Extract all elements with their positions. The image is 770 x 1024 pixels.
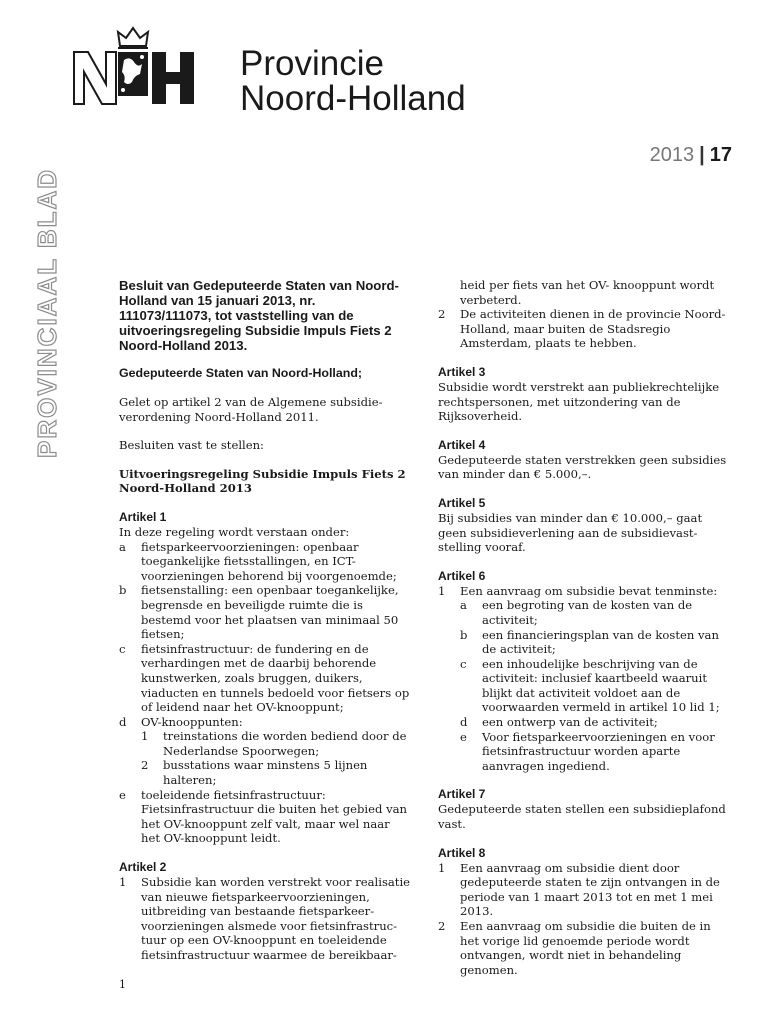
document-title: Besluit van Gedeputeerde Staten van Noord-Holland van 15 januari 2013, nr. 111073/111073, tot vaststelling van de uitvoeringsregeling Subsidie Impuls Fiets 2 Noord-Holland 2013. [119,278,399,353]
sub-list-item: b een financieringsplan van de kosten van de activiteit; [460,627,719,657]
letter-h-icon [152,52,194,104]
article-2-continued [438,278,730,351]
page-number: 1 [119,978,126,991]
article-text: Bij subsidies van minder dan € 10.000,– gaat geen subsidieverlening aan de subsidievast-stelling vooraf. [438,510,703,555]
list-item: heid per fiets van het OV- knooppunt wordt verbeterd. [460,278,715,307]
left-column [119,278,411,977]
article-heading: Artikel 3 [438,364,486,379]
list-item: c fietsinfrastructuur: de fundering en de verhardingen met de daarbij behorende kunstwerken, zoals bruggen, duikers, viaducten en tunnels bedoeld voor fietsers op of leidend naar het OV-knooppunt; [119,641,410,715]
article-8 [438,846,730,978]
article-heading: Artikel 8 [438,845,486,860]
article-heading: Artikel 1 [119,509,167,524]
list-item: e toeleidende fietsinfrastructuur: Fietsinfrastructuur die buiten het gebied van het OV-knooppunt zelf valt, maar wel naar het OV-knooppunt leidt. [119,787,407,846]
article-heading: Artikel 2 [119,860,167,875]
article-text: Subsidie wordt verstrekt aan publiekrechtelijke rechtspersonen, met uitzondering van de Rijksoverheid. [438,379,720,424]
besluiten-paragraph: Besluiten vast te stellen: [119,438,264,453]
brand-line-1: Provincie [240,44,384,83]
article-heading: Artikel 4 [438,437,486,452]
article-3 [438,365,730,424]
list-item: 2 De activiteiten dienen in de provincie Noord-Holland, maar buiten de Stadsregio Amsterdam, plaats te hebben. [438,307,726,351]
list-item: 1 Subsidie kan worden verstrekt voor realisatie van nieuwe fietsparkeervoorzieningen, uitbreiding van bestaande fietsparkeer-voorzieningen alsmede voor fietsinfrastruc-tuur op een OV-knooppunt en toeleidende fietsinfrastructuur waarmee de bereikbaar- [119,875,411,962]
article-heading: Artikel 5 [438,495,486,510]
sub-list-item: d een ontwerp van de activiteit; [460,715,658,730]
article-text: Gedeputeerde staten stellen een subsidieplafond vast. [438,802,726,832]
article-6 [438,569,730,774]
side-label: PROVINCIAAL BLAD [32,167,62,458]
gs-heading: Gedeputeerde Staten van Noord-Holland; [119,366,363,380]
crown-icon [118,28,148,48]
list-item: 2 Een aanvraag om subsidie die buiten de in het vorige lid genoemde periode wordt ontvangen, wordt niet in behandeling genomen. [438,919,711,977]
article-7 [438,787,730,831]
issue-year: 2013 [649,144,695,166]
article-1 [119,510,411,846]
issue-separator: | [699,144,705,166]
list-item: b fietsenstalling: een openbaar toegankelijke, begrensde en beveiligde ruimte die is bestemd voor het plaatsen van minimaal 50 fietsen; [119,583,399,642]
article-heading: Artikel 6 [438,568,486,583]
coat-of-arms-icon [118,52,148,96]
list-item: d OV-knooppunten: [119,714,243,729]
list-item: a fietsparkeervoorzieningen: openbaar toegankelijke fietsstallingen, en ICT-voorzieningen behorend bij voorgenoemde; [119,539,397,583]
brand-line-2: Noord-Holland [240,79,466,118]
issue-nr: 17 [709,144,732,166]
article-heading: Artikel 7 [438,787,486,802]
regeling-title: Uitvoeringsregeling Subsidie Impuls Fiets 2 Noord-Holland 2013 [119,466,406,496]
province-logo [72,26,242,108]
letter-n-icon [74,52,116,104]
sub-list-item: e Voor fietsparkeervoorzieningen en voor fietsinfrastructuur worden aparte aanvragen ingediend. [460,729,715,773]
article-2 [119,860,411,963]
article-4 [438,438,730,482]
article-5 [438,496,730,555]
sub-list-item: c een inhoudelijke beschrijving van de activiteit: inclusief kaartbeeld waaruit blijkt dat activiteit voldoet aan de voorwaarden vermeld in artikel 10 lid 1; [460,656,720,715]
article-intro: In deze regeling wordt verstaan onder: [119,524,350,539]
list-item: 1 Een aanvraag om subsidie dient door gedeputeerde staten te zijn ontvangen in de periode van 1 maart 2013 tot en met 1 mei 2013. [438,860,720,919]
sub-list-item: 1 treinstations die worden bediend door de Nederlandse Spoorwegen; [141,729,407,758]
article-text: Gedeputeerde staten verstrekken geen subsidies van minder dan € 5.000,–. [438,452,727,482]
issue-number [650,144,732,167]
gelet-paragraph: Gelet op artikel 2 van de Algemene subsidie-verordening Noord-Holland 2011. [119,395,383,424]
sub-list-item: a een begroting van de kosten van de activiteit; [460,598,693,627]
list-item: 1 Een aanvraag om subsidie bevat tenminste: [438,583,718,598]
brand-name [240,46,466,116]
right-column [438,278,730,991]
sub-list-item: 2 busstations waar minstens 5 lijnen halteren; [141,758,368,788]
